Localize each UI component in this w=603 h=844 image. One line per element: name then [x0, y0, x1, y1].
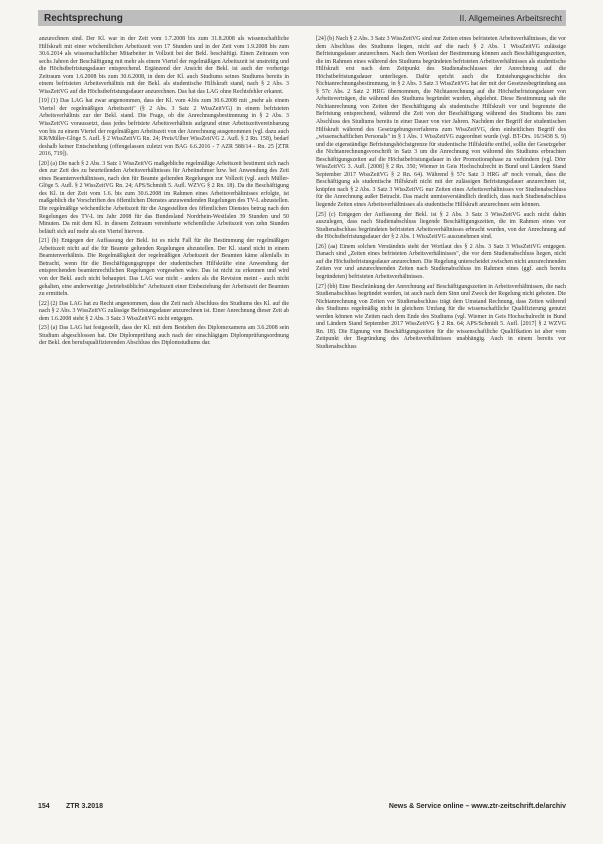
paragraph: [27] (bb) Eine Beschränkung der Anrechnung auf Beschäftigungszeiten in Arbeitsverhältnissen, die nach Studienabschluss begründet wurden, ist auch nach dem Sinn und Zweck der Regelung nicht geboten. Die Nichtanrechnung von Zeiten vor Studienabschluss trägt dem Umstand Rechnung, dass Zeiten während des Studiums regelmäßig nicht in gleichem Umfang für die wissenschaftliche Qualifizierung genutzt werden können wie Zeiten nach dem Ende des Studiums (vgl. Wiemer in Geis Hochschulrecht in Bund und Ländern Stand September 2017 WissZeitVG § 2 Rn. 64; APS/Schmidt 5. Aufl. [2017] § 2 WZVG Rn. 18). Die Eignung von Beschäftigungszeiten für die wissenschaftliche Qualifikation ist aber vom Zeitpunkt der Begründung des Arbeitsverhältnisses unabhängig. Auch in einem bereits vor Studienabschluss — [316, 283, 566, 350]
header-section-title: Rechtsprechung — [44, 12, 123, 24]
paragraph: [25] (c) Entgegen der Auffassung der Bekl. ist § 2 Abs. 3 Satz 3 WissZeitVG auch nicht dahin auszulegen, dass nach Studienabschluss liegende Beschäftigungszeiten, die im Rahmen eines vor Studienabschluss begründeten befristeten Arbeitsverhältnisses erbracht wurden, von der Anrechnung auf die Höchstbefristungsdauer der § 2 Abs. 1 WissZeitVG auszunehmen sind. — [316, 211, 566, 241]
paragraph: [24] (b) Nach § 2 Abs. 3 Satz 3 WissZeitVG sind nur Zeiten eines befristeten Arbeitsverhältnisses, die vor dem Abschluss des Studiums liegen, nicht auf die nach § 2 Abs. 1 WissZeitVG zulässige Befristungsdauer anzurechnen. Nach dem Wortlaut der Bestimmung können auch Beschäftigungszeiten, die im Rahmen eines während des Studiums begründeten befristeten Arbeitsverhältnisses als studentische Hilfskraft erst nach dem Zeitpunkt des Studienabschlusses der Anrechnung auf die Höchstbefristungsdauer unterliegen. Dafür spricht auch die Entstehungsgeschichte des Nichtanrechnungsbestimmung, in § 2 Abs. 3 Satz 3 WissZeitVG hat der mit der Gesetzesbegründung aus § 57c Abs. 2 Satz 2 HRG übernommen, die Nichtanrechnung auf die Höchstbefristungsdauer von Arbeitsverträgen, die während des Studiums begründet wurden, abgelehnt. Diese Bestimmung sah die Nichtanrechnung von Zeiten der Beschäftigung als studentische Hilfskraft vor und begrenzte die Befristung entsprechend, während die Zeit von der Beschäftigung während des Studiums bis zum Abschluss des Studiums bereits in einer Dauer von vier Jahren. Nachdem der Begriff der studentischen Hilfskraft während des Gesetzgebungsverfahrens zum WissZeitVG, dem einheitlichen Begriff des „wissenschaftlichen Personals" in § 1 Abs. 1 WissZeitVG zugeordnet wurde (vgl. BT-Drs. 16/3438 S. 9) und die eigenständige Befristungshöchstgrenze für studentische Hilfskräfte entfiel, sollte der Gesetzgeber die Nichtanrechnungsvorschrift in Satz 3 um die Anrechnung von während des Studiums erbrachten Beschäftigungszeiten auf die Höchstbefristungsdauer in der Promotionsphase zu verhindern (vgl. Dörr WissZeitVG 3. Aufl. [2008] § 2 Rn. 350; Wiemer in Geis Hochschulrecht in Bund und Ländern Stand September 2017 WissZeitVG § 2 Rn. 64). Während § 57c Satz 3 HRG aF noch vorsah, dass die Beschäftigung als studentische Hilfskraft nicht mit der zulässigen Befristungsdauer anzurechnen ist, knüpfen nach § 2 Abs. 3 Satz 3 WissZeitVG nur Zeiten eines Arbeitsverhältnisses vor Studienabschluss für die Anrechnung außer Betracht. Das macht unmissverständlich deutlich, dass nach Studienabschluss liegende Zeiten eines Arbeitsverhältnisses als studentische Hilfskraft anzurechnen sein können. — [316, 36, 566, 209]
page-number: 154 — [38, 803, 50, 810]
header-chapter-title: II. Allgemeines Arbeitsrecht — [459, 13, 562, 23]
journal-issue: ZTR 3.2018 — [66, 803, 103, 810]
paragraph: [22] (2) Das LAG hat zu Recht angenommen, dass die Zeit nach Abschluss des Studiums des Kl. auf die nach § 2 Abs. 3 WissZeitVG zulässige Befristungsdauer anzurechnen ist. Einer Anrechnung dieser Zeit ab dem 1.6.2008 steht § 2 Abs. 3 Satz 3 WissZeitVG nicht entgegen. — [39, 300, 289, 322]
right-text-column — [316, 36, 566, 353]
footer-website-link[interactable]: News & Service online – www.ztr-zeitschrift.de/archiv — [388, 803, 566, 810]
paragraph: [23] (a) Das LAG hat festgestellt, dass der Kl. mit dem Bestehen des Diplomexamens am 3.6.2008 sein Studium abgeschlossen hat. Die Diplomprüfung auch nach der einschlägigen Diplomprüfungsordnung der Bekl. den berufsqualifizierenden Abschluss des Diplomstudiums dar. — [39, 325, 289, 347]
left-text-column — [39, 36, 289, 350]
paragraph: [21] (b) Entgegen der Auffassung der Bekl. ist es nicht Fall für die Bestimmung der regelmäßigen Arbeitszeit nicht auf die für Beamte geltenden Regelungen abzustellen. Der Kl. stand nicht in einem Beamtenverhältnis. Die Regelmäßigkeit der regelmäßigen Arbeitszeit der Beamten käme allenfalls in Betracht, wenn für die Beschäftigungsgruppe der studentischen Hilfskräfte eine Anwendung der entsprechenden beamtenrechtlichen Regelungen vorgesehen wäre. Das ist nicht zu erkennen und wird von der Bekl. auch nicht behauptet. Das LAG war nicht - anders als die Revision meint - auch nicht gehalten, eine anderweitige „betriebsübliche" Arbeitszeit einer Einbeziehung der Arbeitszeit der Beamten zu ermitteln. — [39, 238, 289, 298]
paragraph: [26] (aa) Einem solchen Verständnis steht der Wortlaut des § 2 Abs. 3 Satz 3 WissZeitVG entgegen. Danach sind „Zeiten eines befristeten Arbeitsverhältnisses", die vor dem Studienabschluss liegen, nicht auf die Höchstbefristungsdauer anzurechnen. Die Regelung unterscheidet zwischen nicht anzurechnenden Zeiten vor und anzurechnenden Zeiten nach Studienabschluss im Rahmen eines (ggf. auch bereits begründeten) befristeten Arbeitsverhältnisses. — [316, 243, 566, 280]
paragraph: [19] (1) Das LAG hat zwar angenommen, dass der Kl. vom 4.bis zum 30.6.2008 mit „mehr als einem Viertel der regelmäßigen Arbeitszeit" (§ 2 Abs. 3 Satz 2 WissZeitVG) in einem befristeten Arbeitsverhältnis zur der Bekl. stand. Die Frage, ob die Anrechnungsbestimmung in § 2 Abs. 3 WissZeitVG voraussetzt, dass jedes befristete Arbeitsverhältnis aufgrund einer Arbeitszeitvereinbarung von bis zu einem Viertel der regelmäßigen Arbeitszeit von der Anrechnung ausgenommen (vgl. dazu auch KR/Müller-Glöge 5. Aufl. § 2 WissZeitVG Rn. 24; Preis/Ulber WissZeitVG 2. Aufl. § 2 Rn. 158), bedarf deshalb keiner Entscheidung (offengelassen zuletzt von BAG 6.6.2016 - 7 AZR 588/14 - Rn. 25 [ZTR 2016, 719]). — [39, 98, 289, 158]
running-header — [38, 10, 566, 26]
paragraph: anzurechnen sind. Der Kl. war in der Zeit vom 1.7.2008 bis zum 31.8.2008 als wissenschaftliche Hilfskraft mit einer wöchentlichen Arbeitszeit von 17 Stunden und in der Zeit vom 1.9.2008 bis zum 30.6.2014 als wissenschaftlicher Mitarbeiter in Vollzeit bei der Bekl. beschäftigt. Einen Zeitraum von sechs Jahren der Beschäftigung mit mehr als einem Viertel der regelmäßigen Arbeitszeit ist unstreitig und die Höchstbefristungsdauer entsprechend. Ergänzend der Ansicht der Bekl. ist auch der vorherige Zeitraum vom 1.6.2008 bis zum 30.6.2008, in dem der Kl. auch Studiums seines Studiums bereits in einem befristeten Arbeitsverhältnis mit der Bekl. als studentische Hilfskraft stand, nach § 2 Abs. 3 WissZeitVG auf die Höchstbefristungsdauer anzurechnen. Das hat das LAG ohne Rechtsfehler erkannt. — [39, 36, 289, 95]
paragraph: [20] (a) Die nach § 2 Abs. 3 Satz 1 WissZeitVG maßgebliche regelmäßige Arbeitszeit bestimmt sich nach den zur Zeit des zu beurteilenden Arbeitsverhältnisses für Arbeitnehmer bzw. bei Anwendung des Zeit eines Beamtenverhältnisses, nach den für Beamte geltenden Regelungen zur Vollzeit (vgl. auch Müller-Glöge 5. Aufl. § 2 WissZeitVG Rn. 24; APS/Schmidt 5. Aufl. WZVG § 2 Rn. 18). Da die Beschäftigung des Kl. in der Zeit vom 1.6. bis zum 30.6.2008 im Rahmen eines Arbeitsverhältnisses erfolgte, ist maßgeblich die Vorschriften des öffentlichen Dienstes anzuwendenden Regelungen des TV-L abzustellen. Die regelmäßige wöchentliche Arbeitszeit für die Angestellten des öffentlichen Dienstes betrug nach den Regelungen des TV-L im Jahr 2008 für das Bundesland Nordrhein-Westfalen 39 Stunden und 50 Minuten. Da mit dem Kl. in diesem Zeitraum vereinbarte wöchentliche Arbeitszeit von zehn Stunden beläuft sich auf mehr als ein Viertel hiervon. — [39, 160, 289, 235]
